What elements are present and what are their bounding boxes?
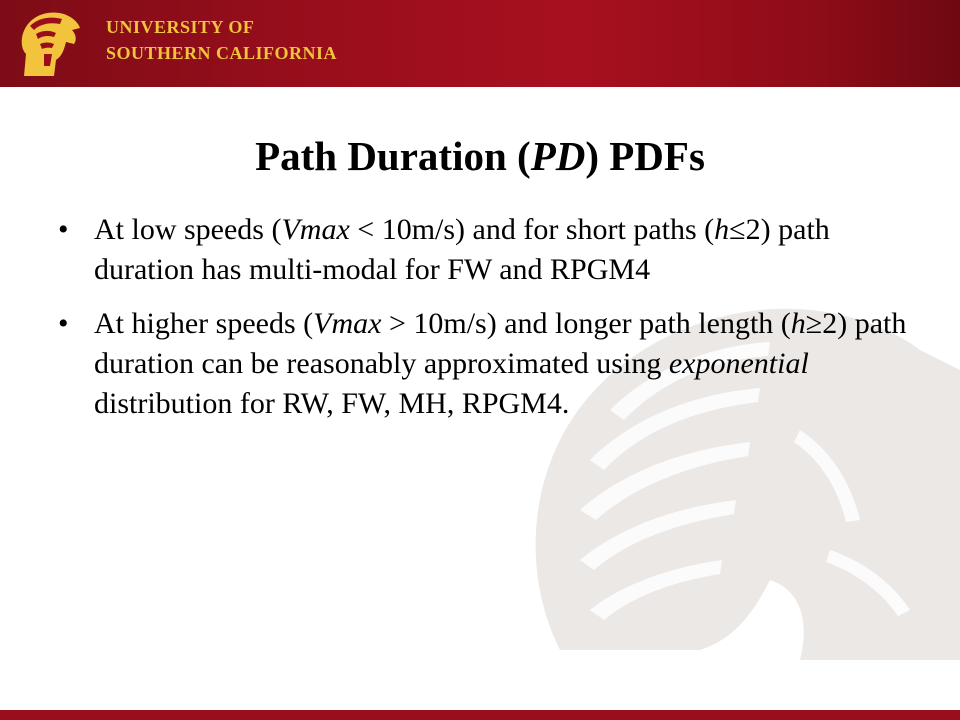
math-symbol: ≥ — [805, 307, 823, 340]
bullet-text: > 10m/s) and longer path length ( — [381, 307, 791, 340]
bullet-dot: • — [58, 213, 69, 246]
math-symbol: ≤ — [729, 213, 746, 246]
title-text: Path Duration ( — [255, 133, 531, 179]
university-line-1: UNIVERSITY OF — [106, 17, 255, 37]
slide-title — [0, 126, 960, 186]
bullet-text: distribution for RW, FW, MH, RPGM4. — [94, 387, 570, 420]
title-text-end: ) PDFs — [585, 133, 705, 179]
bullet-text: < 10m/s) and for short paths ( — [349, 213, 715, 246]
bullet-text: 2) path duration has multi-modal for FW and RPGM4 — [94, 213, 830, 286]
bullet-dot: • — [58, 307, 69, 340]
italic-term: exponential — [668, 347, 809, 380]
italic-term: Vmax — [313, 307, 382, 340]
italic-term: h — [714, 213, 730, 246]
italic-term: h — [790, 307, 806, 340]
bullet-item-high-speed — [58, 304, 908, 424]
trojan-head-icon — [14, 6, 84, 80]
title-italic-pd: PD — [530, 133, 586, 179]
footer-bar — [0, 710, 960, 720]
bullet-list — [58, 210, 908, 438]
bullet-text: 2) path duration can be reasonably approximated using — [94, 307, 907, 380]
bullet-text: At low speeds ( — [94, 213, 282, 246]
bullet-text: At higher speeds ( — [94, 307, 314, 340]
italic-term: Vmax — [281, 213, 350, 246]
header-bar — [0, 0, 960, 87]
university-name — [106, 14, 337, 66]
bullet-item-low-speed — [58, 210, 908, 290]
university-line-2: SOUTHERN CALIFORNIA — [106, 43, 338, 63]
